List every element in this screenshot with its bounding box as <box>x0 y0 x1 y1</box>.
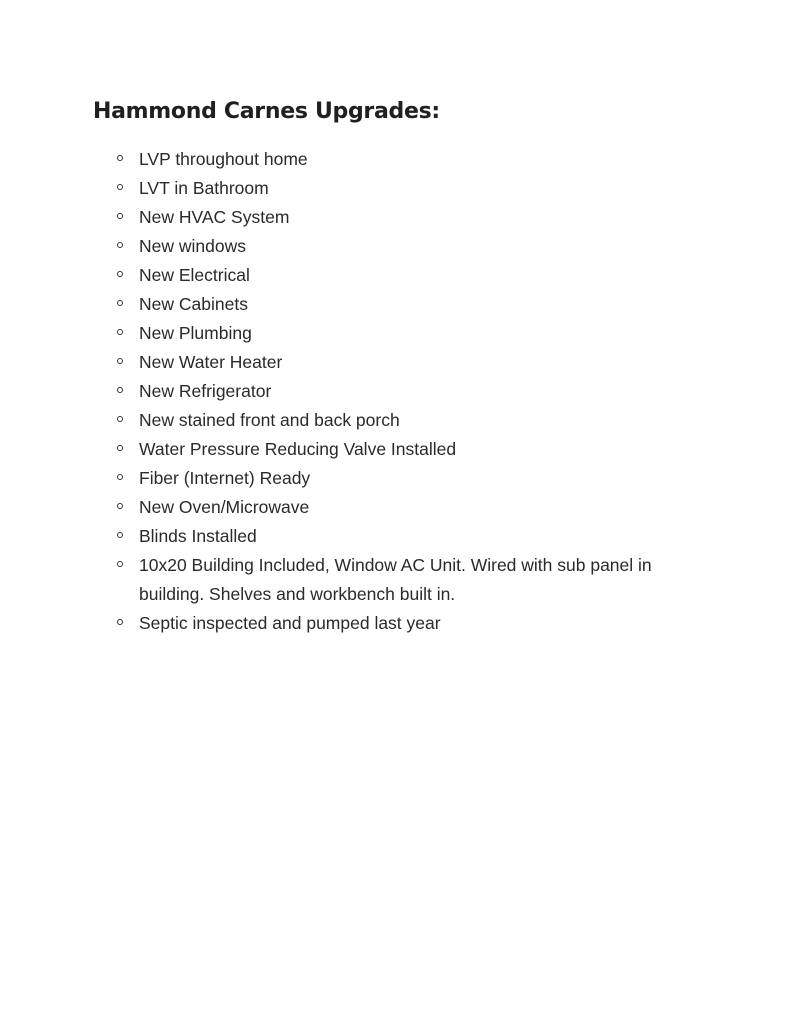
list-item-text: LVT in Bathroom <box>139 178 269 198</box>
list-item-text: New windows <box>139 236 246 256</box>
list-item <box>139 551 713 609</box>
list-item <box>139 406 713 435</box>
list-item <box>139 319 713 348</box>
hollow-circle-bullet-icon <box>117 532 123 538</box>
list-item <box>139 377 713 406</box>
hollow-circle-bullet-icon <box>117 242 123 248</box>
hollow-circle-bullet-icon <box>117 387 123 393</box>
list-item <box>139 232 713 261</box>
list-item-text: New Refrigerator <box>139 381 272 401</box>
hollow-circle-bullet-icon <box>117 561 123 567</box>
hollow-circle-bullet-icon <box>117 271 123 277</box>
hollow-circle-bullet-icon <box>117 619 123 625</box>
hollow-circle-bullet-icon <box>117 416 123 422</box>
document-title: Hammond Carnes Upgrades: <box>93 99 440 124</box>
list-item-text: Septic inspected and pumped last year <box>139 613 441 633</box>
hollow-circle-bullet-icon <box>117 155 123 161</box>
list-item-text: New Plumbing <box>139 323 252 343</box>
document-page <box>93 96 713 638</box>
list-item-text: New Water Heater <box>139 352 283 372</box>
hollow-circle-bullet-icon <box>117 329 123 335</box>
list-item-text: Water Pressure Reducing Valve Installed <box>139 439 457 459</box>
list-item <box>139 493 713 522</box>
list-item <box>139 522 713 551</box>
list-item <box>139 609 713 638</box>
list-item-text: New Oven/Microwave <box>139 497 310 517</box>
list-item-text: New stained front and back porch <box>139 410 400 430</box>
list-item-text: LVP throughout home <box>139 149 308 169</box>
list-item-text: New Electrical <box>139 265 250 285</box>
upgrades-list <box>93 145 713 638</box>
hollow-circle-bullet-icon <box>117 445 123 451</box>
list-item <box>139 203 713 232</box>
hollow-circle-bullet-icon <box>117 358 123 364</box>
hollow-circle-bullet-icon <box>117 213 123 219</box>
hollow-circle-bullet-icon <box>117 474 123 480</box>
list-item-text: Fiber (Internet) Ready <box>139 468 311 488</box>
list-item-text: New Cabinets <box>139 294 248 314</box>
list-item <box>139 464 713 493</box>
list-item <box>139 261 713 290</box>
list-item-text: Blinds Installed <box>139 526 257 546</box>
list-item-text: 10x20 Building Included, Window AC Unit. Wired with sub panel in building. Shelves and workbench built in. <box>139 555 652 604</box>
hollow-circle-bullet-icon <box>117 184 123 190</box>
list-item <box>139 435 713 464</box>
hollow-circle-bullet-icon <box>117 503 123 509</box>
list-item-text: New HVAC System <box>139 207 290 227</box>
list-item <box>139 348 713 377</box>
hollow-circle-bullet-icon <box>117 300 123 306</box>
list-item <box>139 290 713 319</box>
list-item <box>139 174 713 203</box>
list-item <box>139 145 713 174</box>
